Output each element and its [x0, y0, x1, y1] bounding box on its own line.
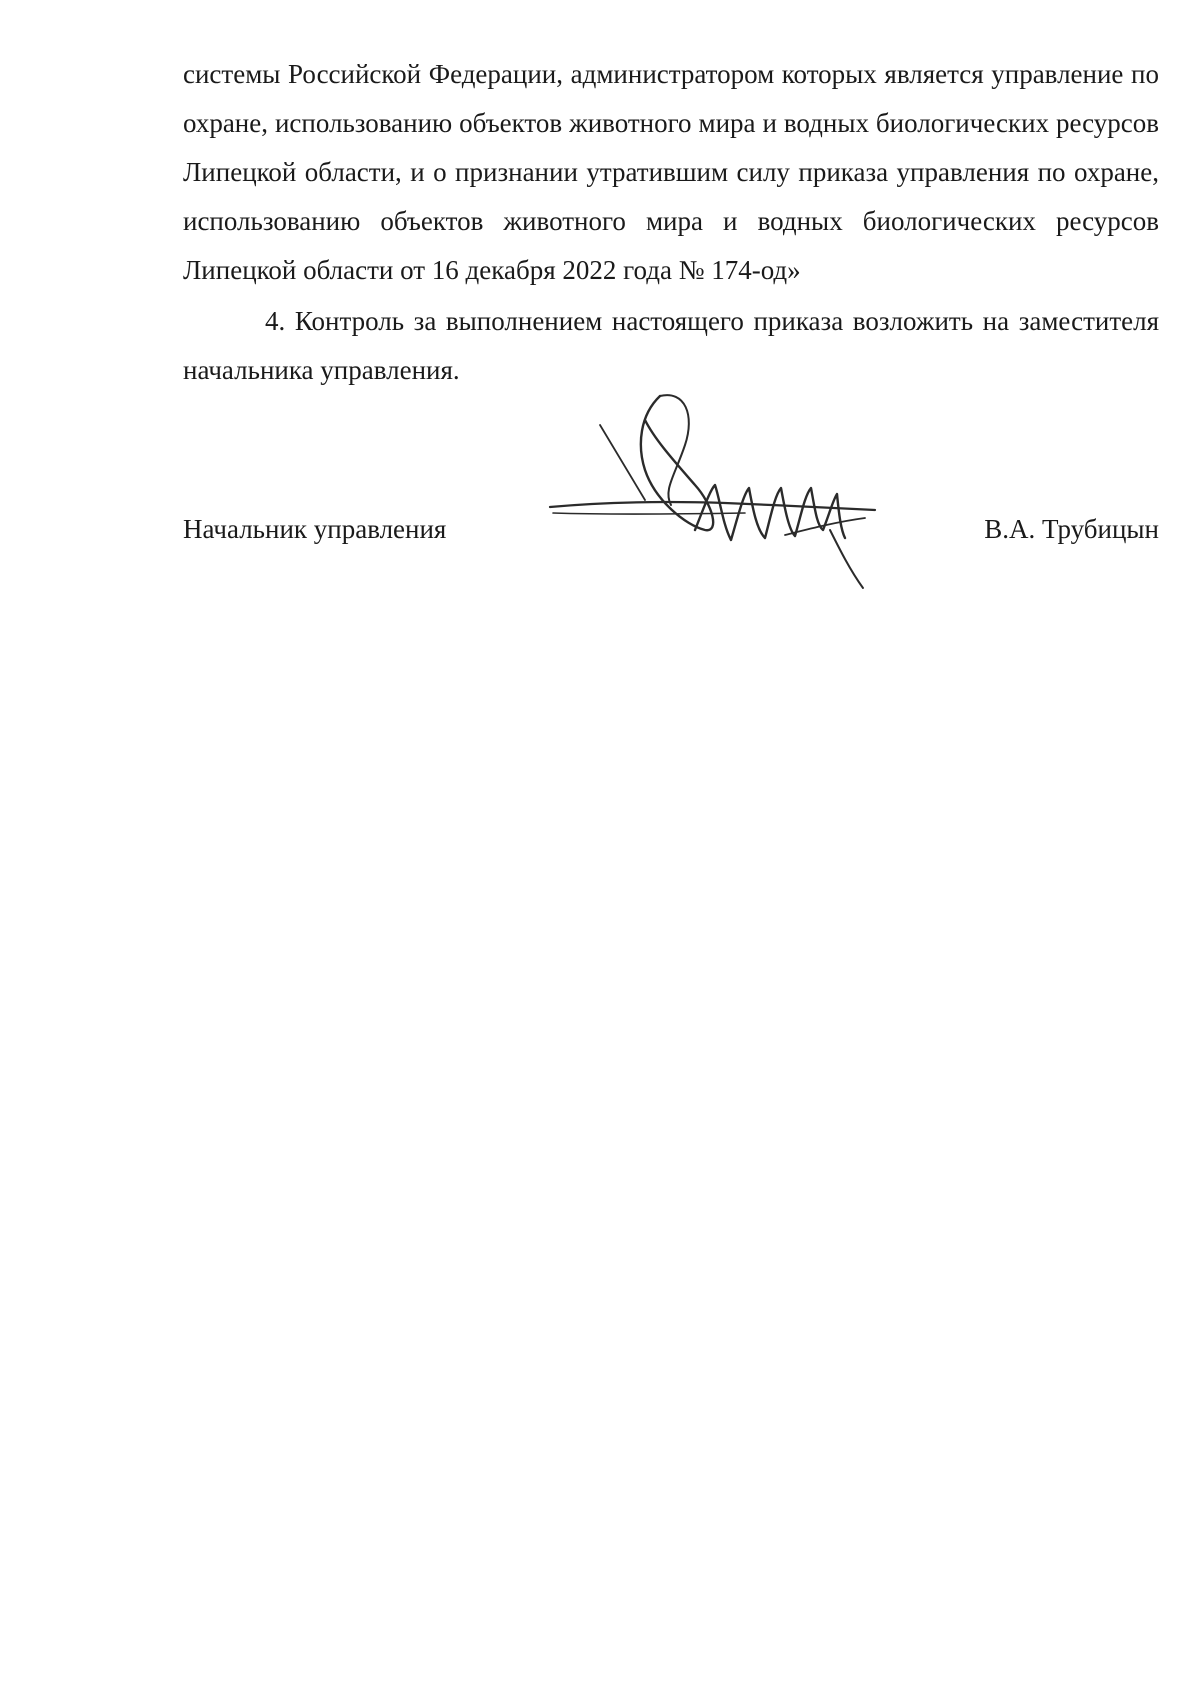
paragraph-continued: системы Российской Федерации, администратором которых является управление по охране, использованию объектов животного мира и водных биологических ресурсов Липецкой области, и о признании утратившим силу приказа управления по охране, использованию объектов животного мира и водных биологических ресурсов Липецкой области от 16 декабря 2022 года № 174-од»: [183, 59, 1159, 285]
signatory-position: Начальник управления: [183, 514, 447, 544]
signatory-name: В.А. Трубицын: [984, 514, 1159, 544]
document-body: [183, 50, 1159, 395]
signature-block: [183, 504, 1159, 554]
paragraph-item-4: 4. Контроль за выполнением настоящего приказа возложить на заместителя начальника управления.: [183, 306, 1159, 385]
handwritten-signature-icon: [545, 390, 920, 595]
